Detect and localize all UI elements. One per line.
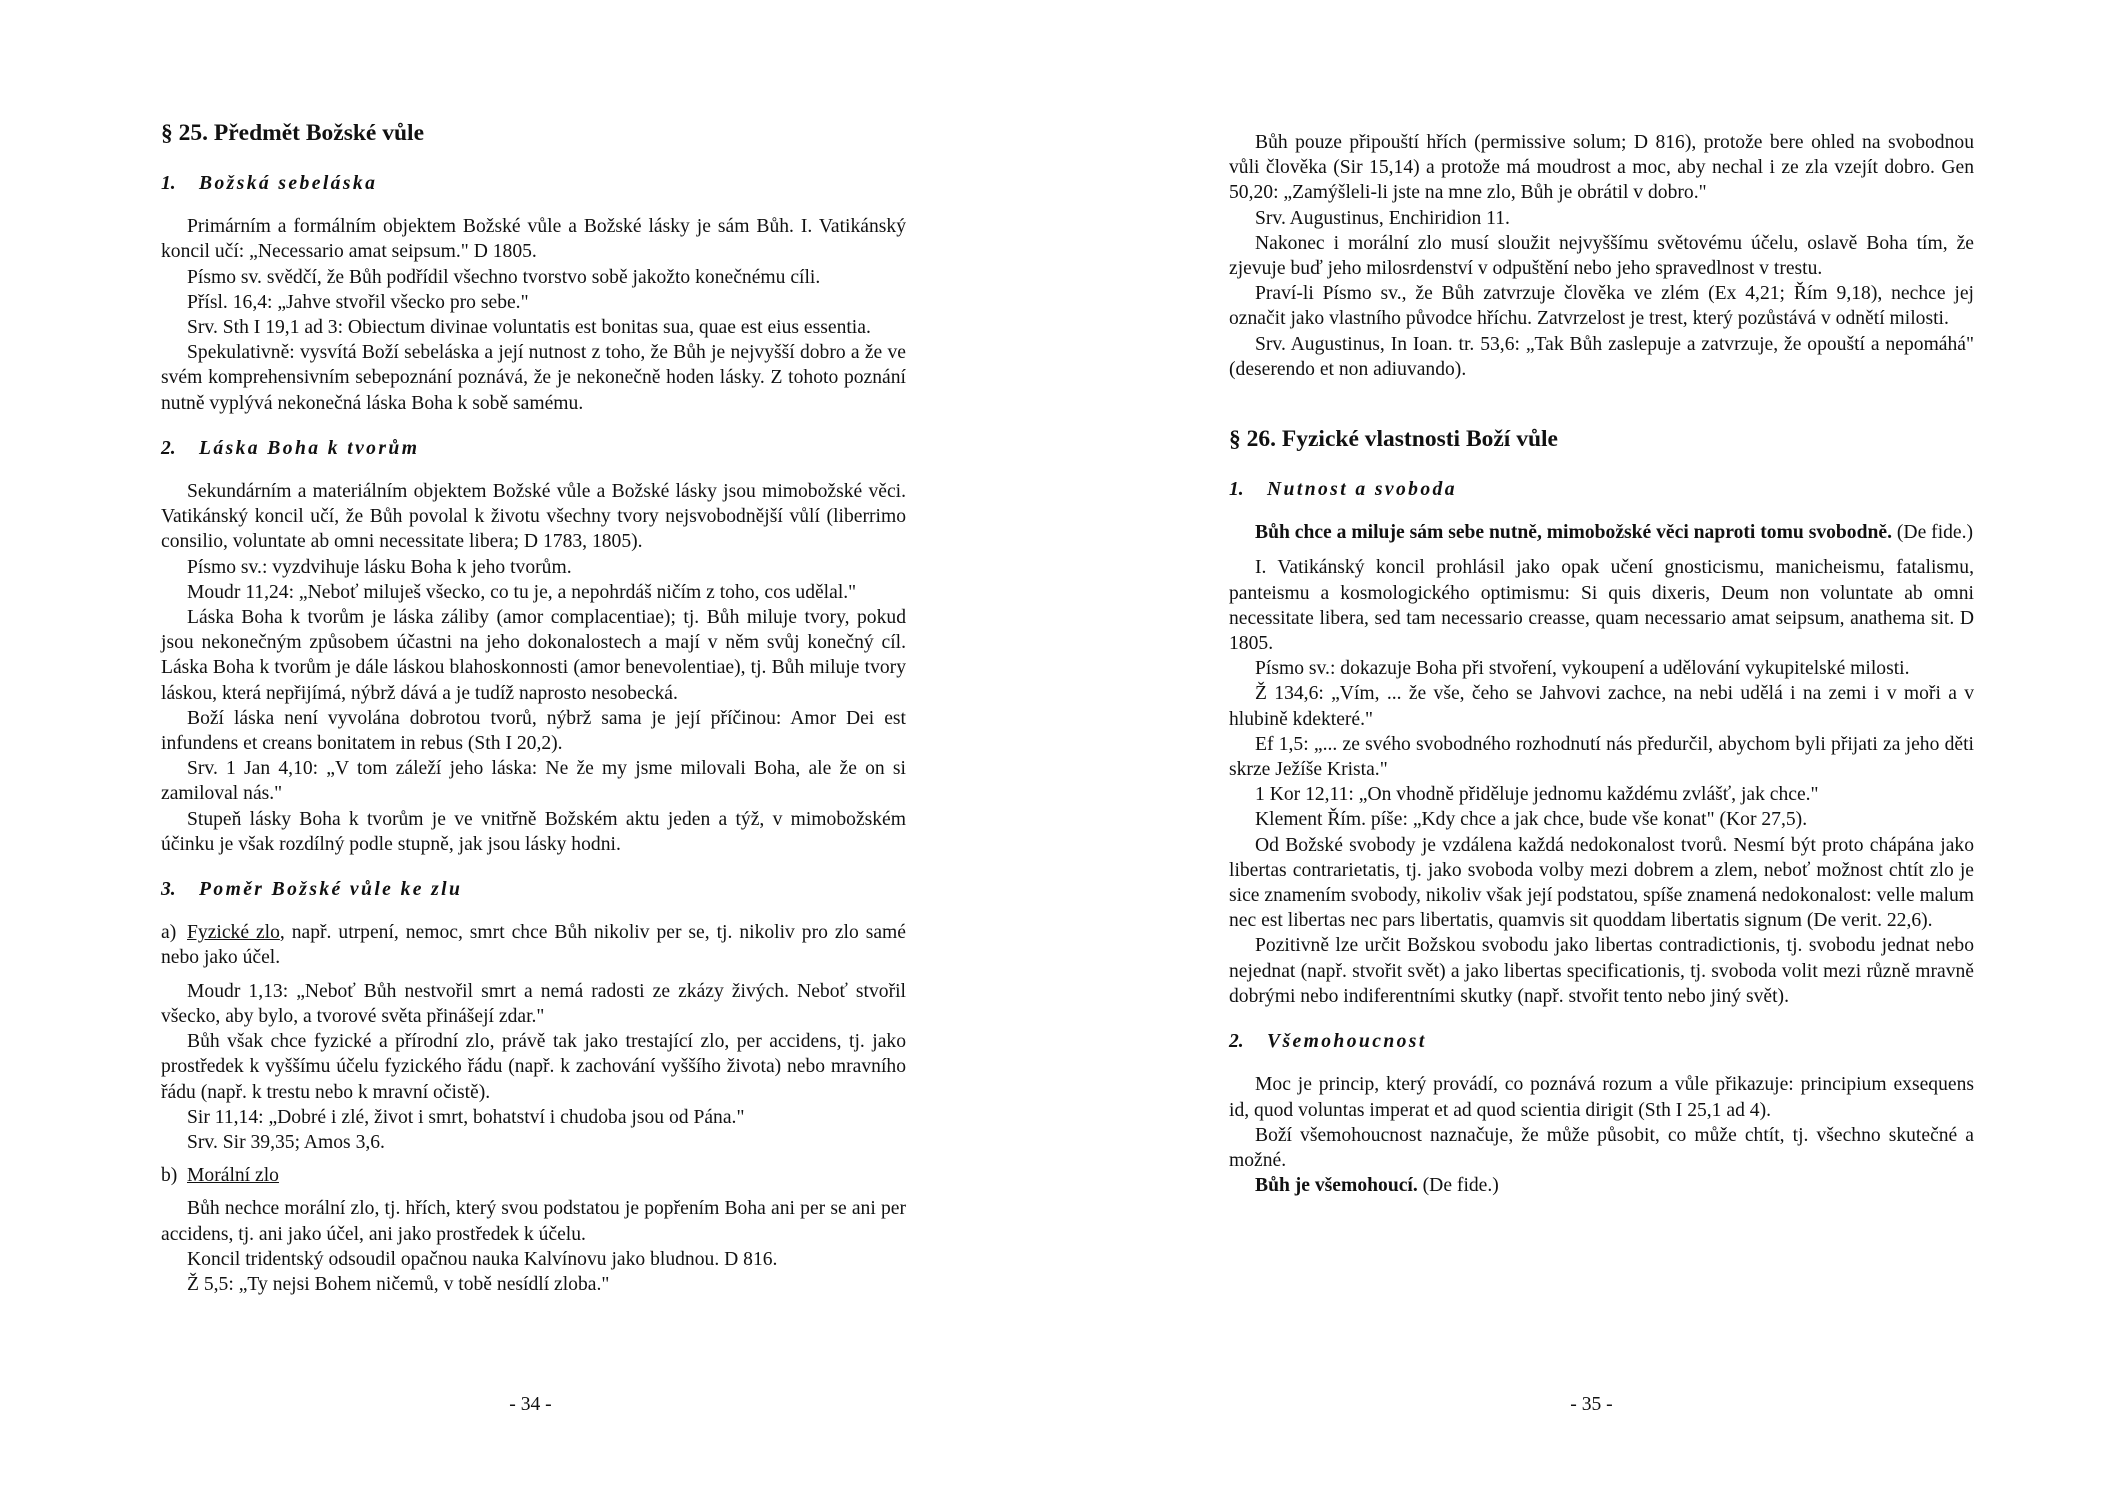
paragraph: Sekundárním a materiálním objektem Božské vůle a Božské lásky jsou mimobožské věci. Vatikánský koncil učí, že Bůh povolal k životu všechny tvory nejsvobodnější vůlí (liberrimo consilio, voluntate ab omni necessitate libera; D 1783, 1805). (161, 481, 906, 553)
paragraph: Koncil tridentský odsoudil opačnou nauka Kalvínovu jako bludnou. D 816. (187, 1248, 778, 1270)
thesis-statement (1229, 1173, 1974, 1198)
subsection-heading (1229, 1029, 1974, 1054)
subsection-heading (161, 877, 906, 902)
paragraph: Klement Řím. píše: „Kdy chce a jak chce, bude vše konat" (Kor 27,5). (1255, 809, 1808, 831)
subsection-heading (1229, 477, 1974, 502)
subsection-title: Nutnost a svoboda (1267, 479, 1457, 501)
paragraph: Srv. Sir 39,35; Amos 3,6. (187, 1131, 385, 1153)
paragraph: Srv. 1 Jan 4,10: „V tom záleží jeho láska: Ne že my jsme milovali Boha, ale že on si zamiloval nás." (161, 758, 906, 805)
paragraph: Primárním a formálním objektem Božské vůle a Božské lásky je sám Bůh. I. Vatikánský koncil učí: „Necessario amat seipsum." D 1805. (161, 216, 906, 263)
subsection-heading (161, 171, 906, 196)
subsection-title: Poměr Božské vůle ke zlu (199, 879, 463, 901)
term-moral-evil: Morální zlo (187, 1165, 279, 1187)
left-page-content (161, 118, 906, 1297)
subsection-number: 2. (1229, 1031, 1244, 1053)
paragraph: Spekulativně: vysvítá Boží sebeláska a její nutnost z toho, že Bůh je nejvyšší dobro a že ve svém komprehensivním sebepoznání poznává, že je nekonečně hoden lásky. Z tohoto poznání nutně vyplývá nekonečná láska Boha k sobě samému. (161, 342, 906, 414)
paragraph: Moudr 11,24: „Neboť miluješ všecko, co tu je, a nepohrdáš ničím z toho, cos udělal." (187, 581, 857, 603)
paragraph: Sir 11,14: „Dobré i zlé, život i smrt, bohatství i chudoba jsou od Pána." (187, 1106, 745, 1128)
thesis-statement (1229, 520, 1974, 545)
paragraph: Bůh nechce morální zlo, tj. hřích, který svou podstatou je popřením Boha ani per se ani per accidens, tj. ani jako účel, ani jako prostředek k účelu. (161, 1198, 906, 1245)
paragraph: 1 Kor 12,11: „On vhodně přiděluje jednomu každému zvlášť, jak chce." (1255, 784, 1819, 806)
section-title-25: § 25. Předmět Božské vůle (161, 120, 425, 146)
list-label: b) (161, 1165, 178, 1187)
paragraph: Moudr 1,13: „Neboť Bůh nestvořil smrt a nemá radosti ze zkázy živých. Neboť stvořil všecko, aby bylo, a tvorové světa přinášejí zdar." (161, 980, 906, 1027)
right-page (1061, 0, 2122, 1501)
paragraph: Bůh však chce fyzické a přírodní zlo, právě tak jako trestající zlo, per accidens, tj. jako prostředek k vyššímu účelu fyzického řádu (např. k zachování vyššího života) nebo mravního řádu (např. k trestu nebo k mravní očistě). (161, 1031, 906, 1103)
page-number: - 34 - (509, 1394, 552, 1415)
subsection-number: 2. (161, 437, 176, 459)
thesis-note: (De fide.) (1417, 1175, 1499, 1197)
list-label: a) (161, 922, 177, 944)
subsection-number: 1. (1229, 479, 1244, 501)
paragraph: Láska Boha k tvorům je láska záliby (amor complacentiae); tj. Bůh miluje tvory, pokud jsou nekonečným způsobem účastni na jeho dokonalostech a mají v něm svůj konečný cíl. Láska Boha k tvorům je dále láskou blahoskonnosti (amor benevolentiae), tj. Bůh miluje tvory láskou, která nepřijímá, nýbrž dává a je tudíž naprosto nesobecká. (161, 607, 906, 704)
subsection-body (1229, 555, 1974, 1009)
paragraph: Nakonec i morální zlo musí sloužit nejvyššímu světovému účelu, oslavě Boha tím, že zjevuje buď jeho milosrdenství v odpuštění nebo jeho spravedlnost v trestu. (1229, 232, 1974, 280)
page-number: - 35 - (1570, 1394, 1613, 1415)
subsection-title: Láska Boha k tvorům (199, 437, 420, 459)
subsection-number: 1. (161, 173, 176, 194)
paragraph: Moc je princip, který provádí, co poznává rozum a vůle přikazuje: principium exsequens id, quod voluntas imperat et ad quod scientia dirigit (Sth I 25,1 ad 4). (1229, 1074, 1974, 1121)
term-physical-evil: Fyzické zlo (187, 922, 280, 944)
paragraph: Písmo sv. svědčí, že Bůh podřídil všechno tvorstvo sobě jakožto konečnému cíli. (187, 266, 821, 288)
paragraph: Srv. Augustinus, Enchiridion 11. (1255, 207, 1510, 229)
paragraph: Pozitivně lze určit Božskou svobodu jako libertas contradictionis, tj. svobodu jednat nebo nejednat (např. stvořit svět) a jako libertas specificationis, tj. svoboda volit mezi různě mravně dobrými nebo indiferentními skutky (např. stvořit tento nebo jiný svět). (1229, 935, 1974, 1007)
paragraph: Stupeň lásky Boha k tvorům je ve vnitřně Božském aktu jeden a týž, v mimobožském účinku je však rozdílný podle stupně, jak jsou lásky hodni. (161, 808, 906, 855)
subsection-body (161, 479, 906, 857)
subsection-number: 3. (161, 879, 176, 901)
thesis-note: (De fide.) (1892, 522, 1974, 544)
paragraph: Písmo sv.: dokazuje Boha při stvoření, vykoupení a udělování vykupitelské milosti. (1255, 658, 1910, 680)
paragraph: Ž 5,5: „Ty nejsi Bohem ničemů, v tobě nesídlí zloba." (187, 1273, 610, 1295)
paragraph: Srv. Sth I 19,1 ad 3: Obiectum divinae voluntatis est bonitas sua, quae est eius essentia. (187, 317, 871, 339)
continued-text (1229, 130, 1974, 382)
paragraph: Praví-li Písmo sv., že Bůh zatvrzuje člověka ve zlém (Ex 4,21; Řím 9,18), nechce jej označit jako vlastního původce hříchu. Zatvrzelost je trest, který pozůstává v odnětí milosti. (1229, 283, 1974, 330)
paragraph: Boží všemohoucnost naznačuje, že může působit, co může chtít, tj. všechno skutečné a možné. (1229, 1124, 1974, 1171)
paragraph: Ef 1,5: „... ze svého svobodného rozhodnutí nás předurčil, abychom byli přijati za jeho děti skrze Ježíše Krista." (1229, 733, 1974, 781)
section-title-26: § 26. Fyzické vlastnosti Boží vůle (1229, 426, 1558, 453)
subsection-title: Všemohoucnost (1267, 1031, 1427, 1053)
subsection-body (161, 214, 906, 416)
paragraph: Ž 134,6: „Vím, ... že vše, čeho se Jahvovi zachce, na nebi udělá i na zemi i v moři a v hlubině kdekteré." (1229, 683, 1974, 730)
paragraph: Od Božské svobody je vzdálena každá nedokonalost tvorů. Nesmí být proto chápána jako libertas contrarietatis, tj. jako svoboda volby mezi dobrem a zlem, neboť možnost chtít zlo je sice znamením svobody, nikoliv však její podstatou, spíše znamená nedokonalost: velle malum nec est libertas nec pars libertatis, quamvis sit quoddam libertatis signum (De verit. 22,6). (1229, 834, 1974, 932)
paragraph: Bůh pouze připouští hřích (permissive solum; D 816), protože bere ohled na svobodnou vůli člověka (Sir 15,14) a protože má moudrost a moc, aby nechal i ze zla vzejít dobro. Gen 50,20: „Zamýšleli-li jste na mne zlo, Bůh je obrátil v dobro." (1229, 132, 1974, 204)
list-item-text: , např. utrpení, nemoc, smrt chce Bůh nikoliv per se, tj. nikoliv pro zlo samé nebo jako účel. (161, 922, 906, 969)
subsection-title: Božská sebeláska (199, 173, 378, 194)
subsection-heading (161, 436, 906, 461)
paragraph: I. Vatikánský koncil prohlásil jako opak učení gnosticismu, manicheismu, fatalismu, panteismu a kosmologického optimismu: Si quis dixeris, Deum non voluntate ab omni necessitate libera, sed tam necessario creasse, quam necessario amat seipsum, anathema sit. D 1805. (1229, 557, 1974, 655)
list-item-b (161, 1163, 906, 1188)
list-item-a (161, 920, 906, 970)
thesis-bold: Bůh je všemohoucí. (1255, 1175, 1418, 1197)
paragraph: Přísl. 16,4: „Jahve stvořil všecko pro sebe." (187, 291, 529, 313)
paragraph: Písmo sv.: vyzdvihuje lásku Boha k jeho tvorům. (187, 556, 572, 578)
paragraph: Boží láska není vyvolána dobrotou tvorů, nýbrž sama je její příčinou: Amor Dei est infundens et creans bonitatem in rebus (Sth I 20,2). (161, 707, 906, 755)
right-page-content (1229, 130, 1974, 1198)
thesis-bold: Bůh chce a miluje sám sebe nutně, mimobožské věci naproti tomu svobodně. (1255, 522, 1892, 544)
paragraph: Srv. Augustinus, In Ioan. tr. 53,6: „Tak Bůh zaslepuje a zatvrzuje, že opouští a nepomáhá" (deserendo et non adiuvando). (1229, 333, 1974, 380)
